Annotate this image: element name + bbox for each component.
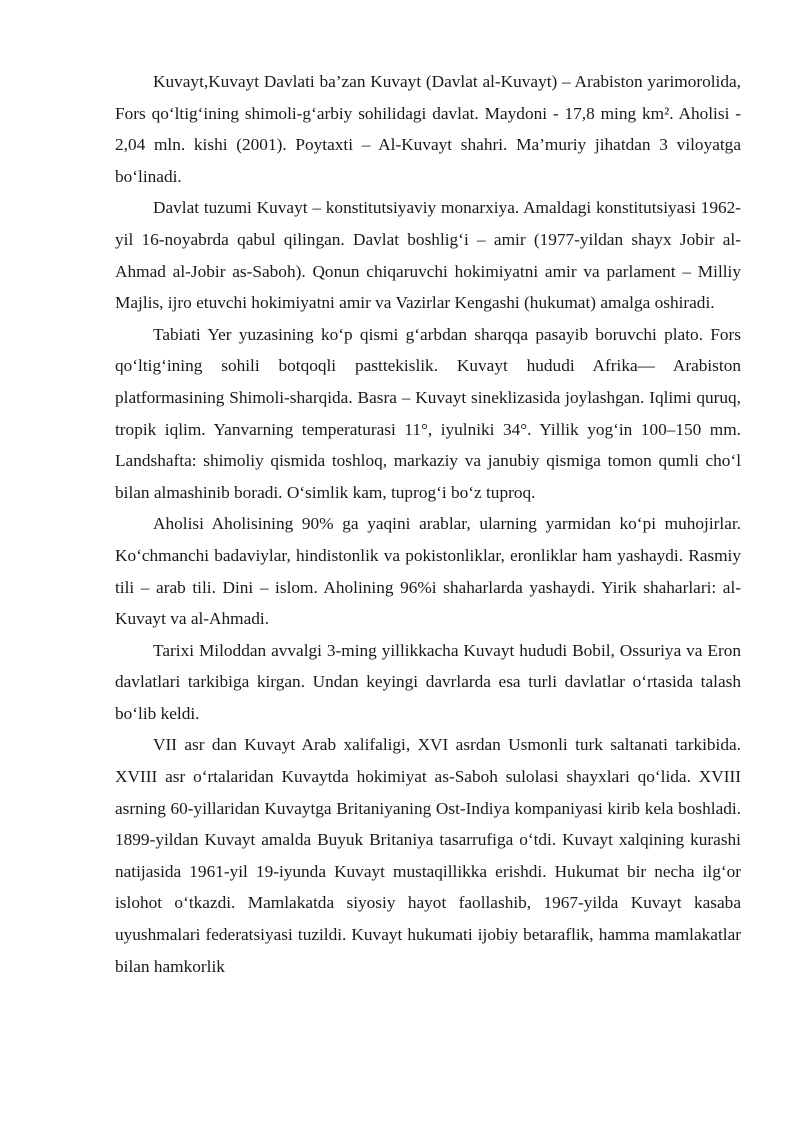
document-page <box>115 66 741 982</box>
paragraph-nature: Tabiati Yer yuzasining ko‘p qismi g‘arbdan sharqqa pasayib boruvchi plato. Fors qo‘ltig‘ining sohili botqoqli pasttekislik. Kuvayt hududi Afrika— Arabiston platformasining Shimoli-sharqida. Basra – Kuvayt sineklizasida joylashgan. Iqlimi quruq, tropik iqlim. Yanvarning temperaturasi 11°, iyulniki 34°. Yillik yog‘in 100–150 mm. Landshafta: shimoliy qismida toshloq, markaziy va janubiy qismiga tomon qumli cho‘l bilan almashinib boradi. O‘simlik kam, tuprog‘i bo‘z tuproq. <box>115 324 741 502</box>
paragraph-history-continued: VII asr dan Kuvayt Arab xalifaligi, XVI asrdan Usmonli turk saltanati tarkibida. XVIII asr o‘rtalaridan Kuvaytda hokimiyat as-Saboh sulolasi shayxlari qo‘lida. XVIII asrning 60-yillaridan Kuvaytga Britaniyaning Ost-Indiya kompaniyasi kirib kela boshladi. 1899-yildan Kuvayt amalda Buyuk Britaniya tasarrufiga o‘tdi. Kuvayt xalqining kurashi natijasida 1961-yil 19-iyunda Kuvayt mustaqillikka erishdi. Hukumat bir necha ilg‘or islohot o‘tkazdi. Mamlakatda siyosiy hayot faollashib, 1967-yilda Kuvayt kasaba uyushmalari federatsiyasi tuzildi. Kuvayt hukumati ijobiy betaraflik, hamma mamlakatlar bilan hamkorlik <box>115 735 741 976</box>
paragraph-overview: Kuvayt,Kuvayt Davlati ba’zan Kuvayt (Davlat al-Kuvayt) – Arabiston yarimorolida, Fors qo‘ltig‘ining shimoli-g‘arbiy sohilidagi davlat. Maydoni - 17,8 ming km². Aholisi - 2,04 mln. kishi (2001). Poytaxti – Al-Kuvayt shahri. Ma’muriy jihatdan 3 viloyatga bo‘linadi. <box>115 72 741 186</box>
paragraph-history: Tarixi Miloddan avvalgi 3-ming yillikkacha Kuvayt hududi Bobil, Ossuriya va Eron davlatlari tarkibiga kirgan. Undan keyingi davrlarda esa turli davlatlar o‘rtasida talash bo‘lib keldi. <box>115 640 741 723</box>
paragraph-population: Aholisi Aholisining 90% ga yaqini arablar, ularning yarmidan ko‘pi muhojirlar. Ko‘chmanchi badaviylar, hindistonlik va pokistonliklar, eronliklar ham yashaydi. Rasmiy tili – arab tili. Dini – islom. Aholining 96%i shaharlarda yashaydi. Yirik shaharlari: al-Kuvayt va al-Ahmadi. <box>115 514 741 629</box>
paragraph-government: Davlat tuzumi Kuvayt – konstitutsiyaviy monarxiya. Amaldagi konstitutsiyasi 1962-yil 16-noyabrda qabul qilingan. Davlat boshlig‘i – amir (1977-yildan shayx Jobir al-Ahmad al-Jobir as-Saboh). Qonun chiqaruvchi hokimiyatni amir va parlament – Milliy Majlis, ijro etuvchi hokimiyatni amir va Vazirlar Kengashi (hukumat) amalga oshiradi. <box>115 198 741 313</box>
